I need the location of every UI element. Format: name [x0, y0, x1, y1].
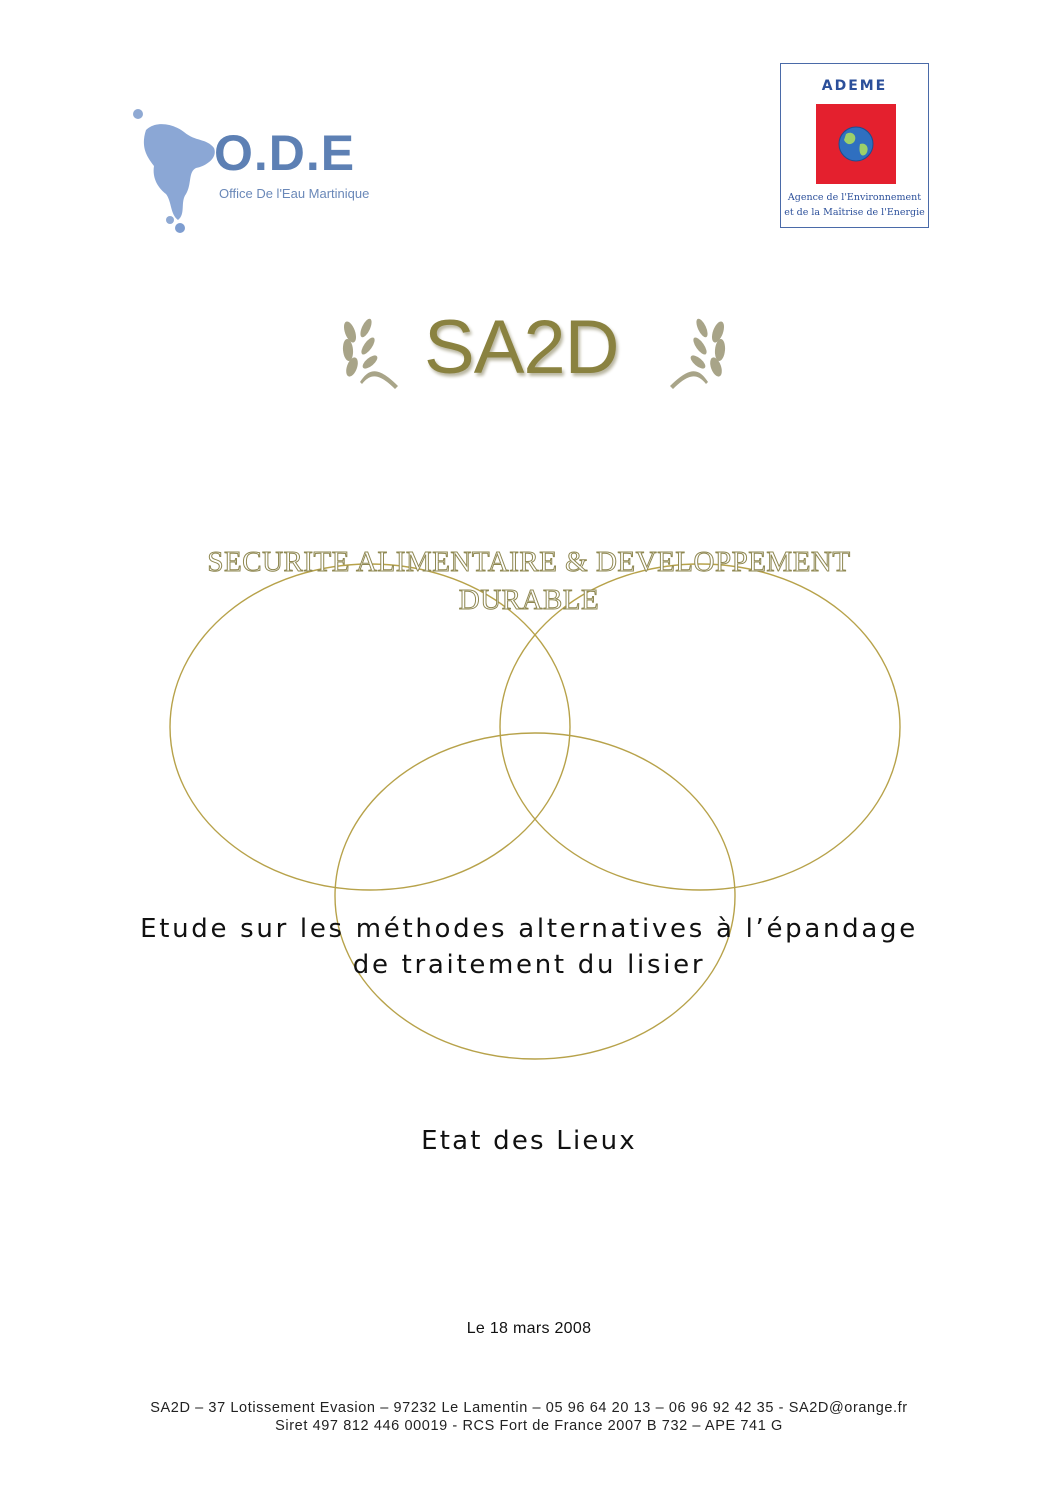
headline-line-2: DURABLE — [458, 584, 600, 616]
sa2d-name: SA2D — [424, 305, 619, 390]
footer-registration: Siret 497 812 446 00019 - RCS Fort de France 2007 B 732 – APE 741 G — [275, 1418, 783, 1434]
ode-tagline: Office De l'Eau Martinique — [219, 186, 370, 201]
headline-line-1: SECURITE ALIMENTAIRE & DEVELOPPEMENT — [207, 546, 851, 578]
study-title-line-2: de traitement du lisier — [352, 950, 706, 980]
study-title-line-1: Etude sur les méthodes alternatives à l’épandage — [140, 914, 918, 944]
ademe-line-2: et de la Maîtrise de l'Energie — [784, 207, 925, 218]
ademe-name: ADEME — [821, 78, 888, 94]
footer-address: SA2D – 37 Lotissement Evasion – 97232 Le Lamentin – 05 96 64 20 13 – 06 96 92 42 35 - SA2D@orange.fr — [150, 1400, 908, 1416]
ode-name: O.D.E — [214, 125, 356, 181]
ademe-line-1: Agence de l'Environnement — [787, 192, 922, 203]
ring-bottom — [335, 733, 735, 1059]
document-date: Le 18 mars 2008 — [466, 1320, 592, 1337]
report-type: Etat des Lieux — [421, 1126, 637, 1156]
